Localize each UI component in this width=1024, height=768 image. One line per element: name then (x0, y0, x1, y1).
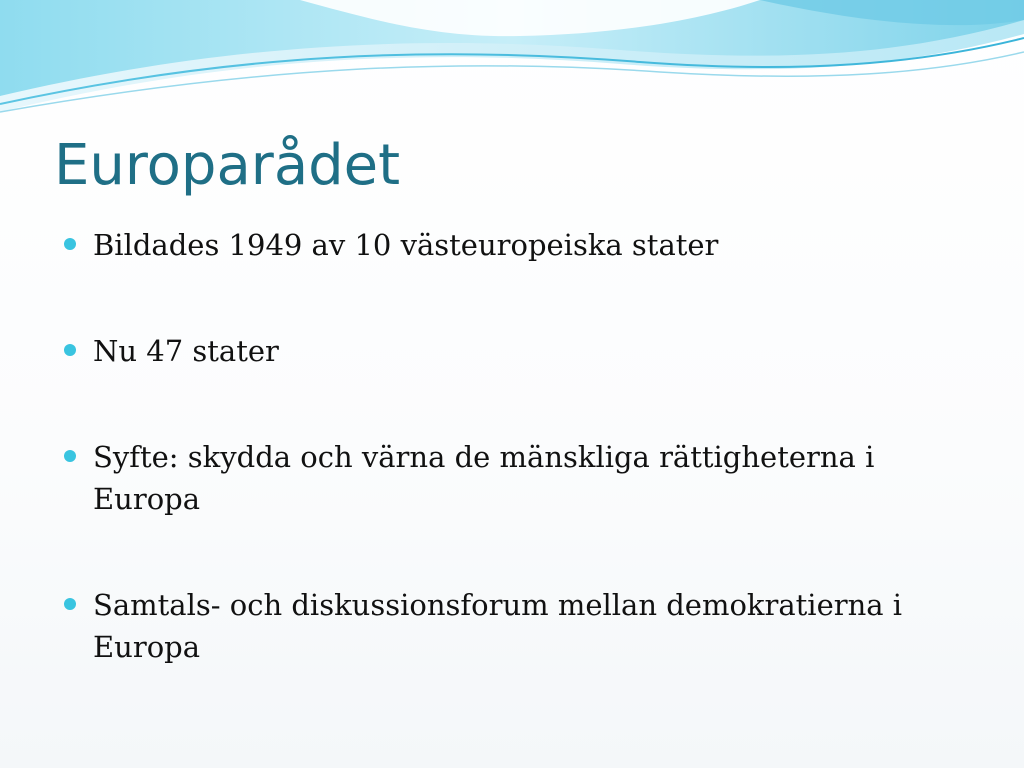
bullet-item-purpose (64, 436, 954, 520)
bullet-text: Samtals- och diskussionsforum mellan demokratierna i Europa (93, 588, 903, 664)
round-bullet-icon (64, 450, 76, 462)
header-wave-decoration (0, 0, 1024, 130)
round-bullet-icon (64, 344, 76, 356)
bullet-item-forum (64, 584, 954, 668)
bullet-text: Nu 47 stater (93, 334, 279, 368)
bullet-text: Bildades 1949 av 10 västeuropeiska stater (93, 228, 719, 262)
bullet-item-members (64, 330, 954, 372)
slide-title: Europarådet (54, 133, 401, 198)
bullet-list (64, 224, 954, 668)
bullet-text: Syfte: skydda och värna de mänskliga rättigheterna i Europa (93, 440, 875, 516)
bullet-item-founded (64, 224, 954, 266)
round-bullet-icon (64, 598, 76, 610)
round-bullet-icon (64, 238, 76, 250)
